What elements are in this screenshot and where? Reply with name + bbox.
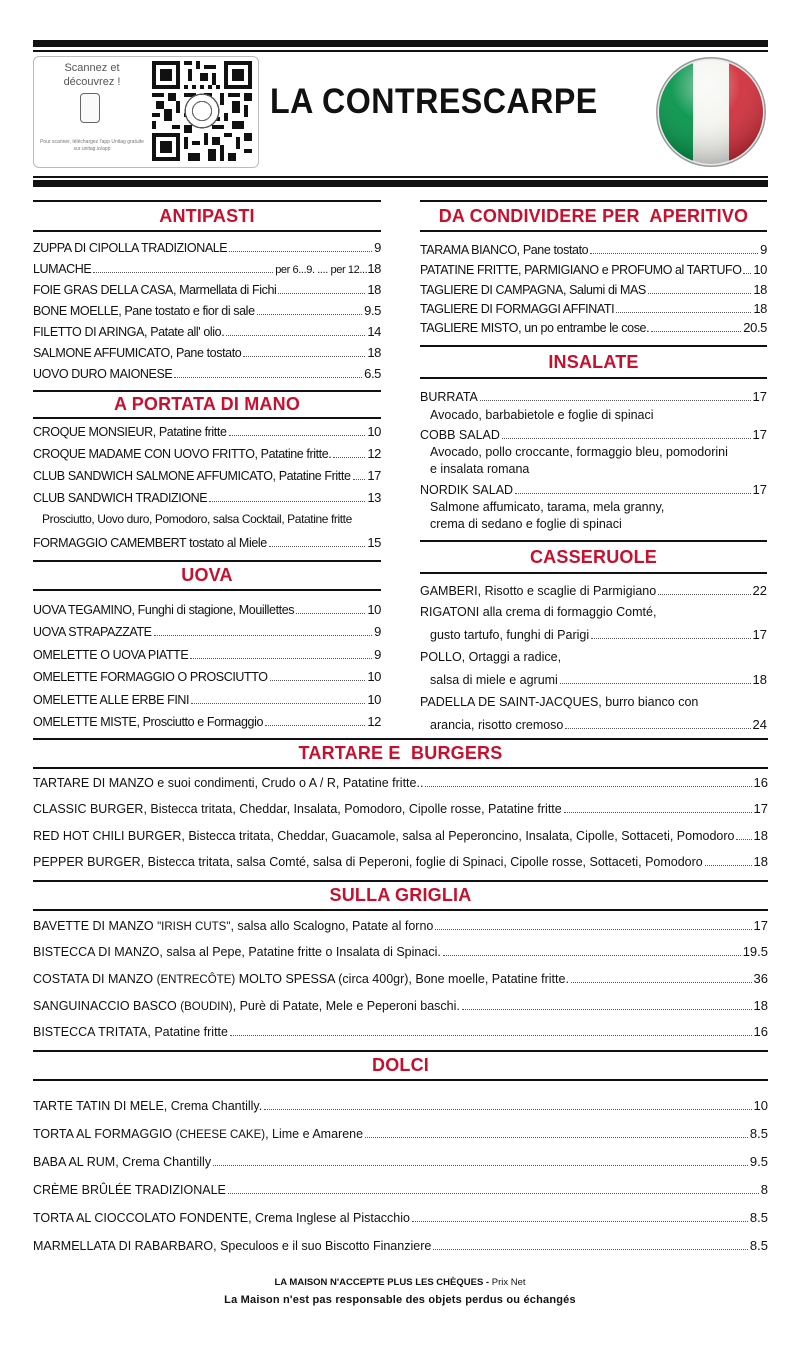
divider: [33, 1050, 768, 1052]
divider: [420, 540, 767, 542]
menu-item: LUMACHE per 6...9. .... per 12... 18: [33, 261, 381, 276]
menu-item: PEPPER BURGER, Bistecca tritata, salsa Comté, salsa di Peperoni, foglie di Spinaci, Cipolle rosse, Sottaceti, Pomodoro 18: [33, 854, 768, 869]
section-title: DOLCI: [372, 1055, 429, 1075]
menu-item: BONE MOELLE, Pane tostato e fior di sale 9.5: [33, 303, 381, 318]
uova-section: [33, 560, 381, 732]
qr-code-icon[interactable]: [152, 61, 252, 161]
tartare-section: [33, 738, 768, 873]
menu-item: UOVA STRAPAZZATE 9: [33, 624, 381, 639]
italian-flag-icon: [655, 56, 767, 168]
divider: [420, 230, 767, 232]
item-line: POLLO, Ortaggi a radice,: [420, 650, 562, 664]
menu-item: UOVA TEGAMINO, Funghi di stagione, Mouillettes 10: [33, 602, 381, 617]
menu-item: CLUB SANDWICH TRADIZIONE 13: [33, 490, 381, 505]
header-bottom-thick-rule: [33, 180, 768, 187]
menu-item: salsa di miele e agrumi 18: [430, 672, 767, 687]
aperitivo-section: [420, 200, 767, 342]
menu-item: FILETTO DI ARINGA, Patate all' olio. 14: [33, 324, 381, 339]
section-title: SULLA GRIGLIA: [329, 885, 472, 905]
menu-item: NORDIK SALAD 17: [420, 482, 767, 497]
menu-item: CLASSIC BURGER, Bistecca tritata, Cheddar, Insalata, Pomodoro, Cipolle rosse, Patatine fritte 17: [33, 801, 768, 816]
menu-item: BURRATA 17: [420, 389, 767, 404]
item-line: RIGATONI alla crema di formaggio Comté,: [420, 605, 657, 619]
menu-item: GAMBERI, Risotto e scaglie di Parmigiano 22: [420, 583, 767, 598]
menu-item: PATATINE FRITTE, PARMIGIANO e PROFUMO al TARTUFO 10: [420, 262, 767, 277]
divider: [33, 560, 381, 562]
divider: [33, 417, 381, 419]
divider: [33, 909, 768, 911]
divider: [33, 230, 381, 232]
divider: [33, 738, 768, 740]
menu-item: TAGLIERE DI CAMPAGNA, Salumi di MAS 18: [420, 282, 767, 297]
menu-item: TAGLIERE DI FORMAGGI AFFINATI 18: [420, 301, 767, 316]
menu-item: TARTARE DI MANZO e suoi condimenti, Crudo o A / R, Patatine fritte.. 16: [33, 775, 768, 790]
menu-item: BABA AL RUM, Crema Chantilly 9.5: [33, 1154, 768, 1169]
divider: [33, 880, 768, 882]
header-bottom-thin-rule: [33, 176, 768, 178]
menu-item: MARMELLATA DI RABARBARO, Speculoos e il suo Biscotto Finanziere 8.5: [33, 1238, 768, 1253]
phone-icon: [80, 93, 100, 123]
menu-item: CRÈME BRÛLÉE TRADIZIONALE 8: [33, 1182, 768, 1197]
top-thick-rule: [33, 40, 768, 47]
menu-item: CROQUE MONSIEUR, Patatine fritte 10: [33, 424, 381, 439]
menu-item: UOVO DURO MAIONESE 6.5: [33, 366, 381, 381]
divider: [420, 572, 767, 574]
divider: [420, 377, 767, 379]
item-description: e insalata romana: [430, 462, 530, 476]
menu-item: OMELETTE FORMAGGIO O PROSCIUTTO 10: [33, 669, 381, 684]
section-title: DA CONDIVIDERE PER APERITIVO: [438, 206, 749, 226]
section-title: UOVA: [181, 565, 233, 585]
divider: [33, 767, 768, 769]
section-title: A PORTATA DI MANO: [113, 394, 301, 414]
divider: [33, 589, 381, 591]
footer-notice: LA MAISON N'ACCEPTE PLUS LES CHÈQUES - Prix Net: [274, 1277, 526, 1288]
menu-item: BISTECCA DI MANZO, salsa al Pepe, Patatine fritte o Insalata di Spinaci. 19.5: [33, 944, 768, 959]
top-thin-rule: [33, 50, 768, 52]
menu-item: SANGUINACCIO BASCO (BOUDIN), Purè di Patate, Mele e Peperoni baschi. 18: [33, 998, 768, 1013]
item-description: crema di sedano e foglie di spinaci: [430, 517, 622, 531]
divider: [33, 200, 381, 202]
divider: [420, 345, 767, 347]
griglia-section: [33, 880, 768, 1050]
section-title: TARTARE E BURGERS: [298, 743, 503, 763]
antipasti-section: [33, 200, 381, 385]
menu-item: CROQUE MADAME CON UOVO FRITTO, Patatine fritte. 12: [33, 446, 381, 461]
menu-item: TARAMA BIANCO, Pane tostato 9: [420, 242, 767, 257]
portata-section: [33, 390, 381, 555]
page-title: LA CONTRESCARPE: [270, 82, 598, 121]
item-description: Salmone affumicato, tarama, mela granny,: [430, 500, 665, 514]
item-description: Avocado, pollo croccante, formaggio bleu, pomodorini: [430, 445, 728, 459]
divider: [420, 200, 767, 202]
item-description: Avocado, barbabietole e foglie di spinaci: [430, 408, 654, 422]
menu-item: TORTA AL CIOCCOLATO FONDENTE, Crema Inglese al Pistacchio 8.5: [33, 1210, 768, 1225]
menu-item: TAGLIERE MISTO, un po entrambe le cose. 20.5: [420, 320, 767, 335]
menu-item: TARTE TATIN DI MELE, Crema Chantilly. 10: [33, 1098, 768, 1113]
qr-panel[interactable]: [33, 56, 259, 168]
menu-item: OMELETTE O UOVA PIATTE 9: [33, 647, 381, 662]
menu-item: OMELETTE MISTE, Prosciutto e Formaggio 12: [33, 714, 381, 729]
qr-small-text: Pour scanner, téléchargez l'app Unitag gratuite sur unitag.io/app: [40, 139, 144, 152]
footer-disclaimer: La Maison n'est pas responsable des objets perdus ou échangés: [224, 1294, 576, 1306]
menu-item: CLUB SANDWICH SALMONE AFFUMICATO, Patatine Fritte 17: [33, 468, 381, 483]
menu-item: TORTA AL FORMAGGIO (CHEESE CAKE), Lime e Amarene 8.5: [33, 1126, 768, 1141]
divider: [33, 1079, 768, 1081]
item-line: PADELLA DE SAINT-JACQUES, burro bianco con: [420, 695, 699, 709]
qr-scan-text: Scannez et découvrez !: [63, 62, 121, 88]
menu-item: SALMONE AFFUMICATO, Pane tostato 18: [33, 345, 381, 360]
divider: [33, 390, 381, 392]
section-title: CASSERUOLE: [529, 547, 657, 567]
menu-item: RED HOT CHILI BURGER, Bistecca tritata, Cheddar, Guacamole, salsa al Peperoncino, Insalata, Cipolle, Sottaceti, Pomodoro 18: [33, 828, 768, 843]
menu-item: BAVETTE DI MANZO "IRISH CUTS", salsa allo Scalogno, Patate al forno 17: [33, 918, 768, 933]
menu-item: arancia, risotto cremoso 24: [430, 717, 767, 732]
casseruole-section: [420, 540, 767, 735]
menu-item: COSTATA DI MANZO (ENTRECÔTE) MOLTO SPESSA (circa 400gr), Bone moelle, Patatine fritte. 36: [33, 971, 768, 986]
menu-item: OMELETTE ALLE ERBE FINI 10: [33, 692, 381, 707]
menu-item: ZUPPA DI CIPOLLA TRADIZIONALE 9: [33, 240, 381, 255]
menu-item: gusto tartufo, funghi di Parigi 17: [430, 627, 767, 642]
menu-item: FORMAGGIO CAMEMBERT tostato al Miele 15: [33, 535, 381, 550]
insalate-section: [420, 345, 767, 537]
menu-item: BISTECCA TRITATA, Patatine fritte 16: [33, 1024, 768, 1039]
menu-item: COBB SALAD 17: [420, 427, 767, 442]
section-title: ANTIPASTI: [159, 206, 255, 226]
dolci-section: [33, 1050, 768, 1260]
item-description: Prosciutto, Uovo duro, Pomodoro, salsa Cocktail, Patatine fritte: [42, 512, 352, 526]
section-title: INSALATE: [548, 352, 639, 372]
menu-item: FOIE GRAS DELLA CASA, Marmellata di Fichi 18: [33, 282, 381, 297]
